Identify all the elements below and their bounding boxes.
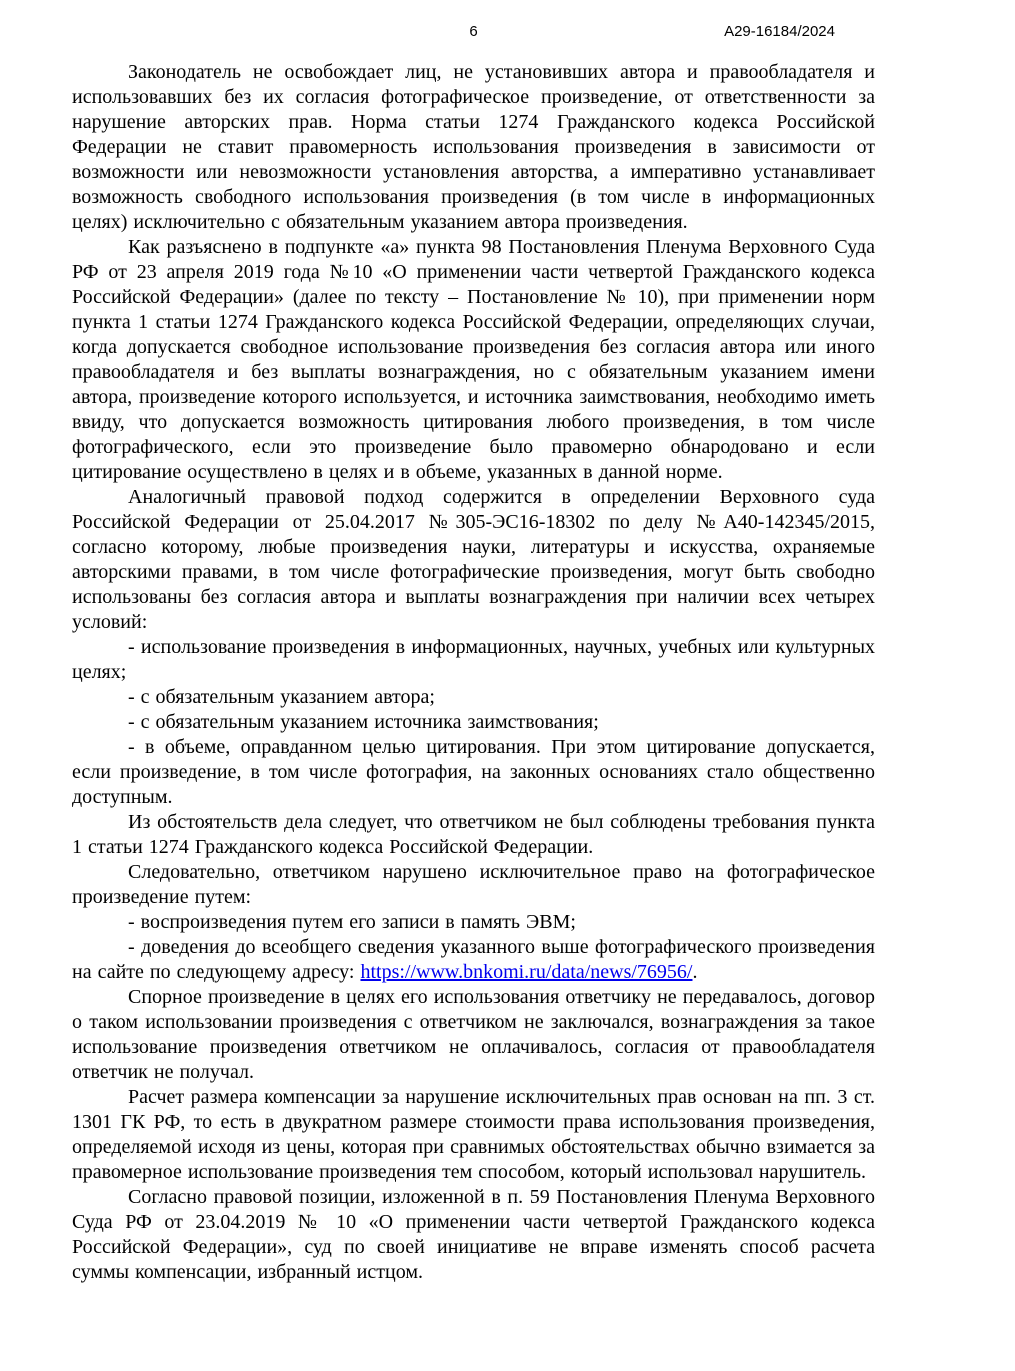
body-paragraph: Аналогичный правовой подход содержится в определении Верховного суда Российской Федерации от 25.04.2017 №305-ЭС16-18302 по делу №А40-142345/2015, согласно которому, любые произведения науки, литературы и искусства, охраняемые авторскими правами, в том числе фотографические произведения, могут быть свободно использованы без согласия автора и выплаты вознаграждения при наличии всех четырех условий: <box>72 486 875 633</box>
case-number: А29-16184/2024 <box>724 23 835 40</box>
body-paragraph: Законодатель не освобождает лиц, не установивших автора и правообладателя и использовавших без их согласия фотографическое произведение, от ответственности за нарушение авторских прав. Норма статьи 1274 Гражданского кодекса Российской Федерации не ставит правомерность использования произведения в зависимости от возможности или невозможности установления авторства, а императивно устанавливает возможность свободного использования произведения (в том числе в информационных целях) исключительно с обязательным указанием автора произведения. <box>72 61 875 233</box>
body-paragraph: Спорное произведение в целях его использования ответчику не передавалось, договор о таком использовании произведения с ответчиком не заключался, вознаграждения за такое использование произведения ответчиком не оплачивалось, согласия от правообладателя ответчик не получал. <box>72 986 875 1083</box>
body-paragraph: Расчет размера компенсации за нарушение исключительных прав основан на пп. 3 ст. 1301 ГК РФ, то есть в двукратном размере стоимости права использования произведения, определяемой исходя из цены, которая при сравнимых обстоятельствах обычно взимается за правомерное использование произведения тем способом, который использовал нарушитель. <box>72 1086 875 1183</box>
list-item: - использование произведения в информационных, научных, учебных или культурных целях; <box>72 636 875 683</box>
body-paragraph: Следовательно, ответчиком нарушено исключительное право на фотографическое произведение путем: <box>72 861 875 908</box>
list-item-text: . <box>692 961 698 983</box>
list-item: - с обязательным указанием источника заимствования; <box>128 711 599 733</box>
external-link[interactable]: https://www.bnkomi.ru/data/news/76956/ <box>360 961 693 983</box>
list-item: - воспроизведения путем его записи в память ЭВМ; <box>128 911 576 933</box>
body-paragraph: Из обстоятельств дела следует, что ответчиком не был соблюдены требования пункта 1 статьи 1274 Гражданского кодекса Российской Федерации. <box>72 811 875 858</box>
document-body <box>72 60 875 1285</box>
body-paragraph: Согласно правовой позиции, изложенной в п. 59 Постановления Пленума Верховного Суда РФ от 23.04.2019 № 10 «О применении части четвертой Гражданского кодекса Российской Федерации», суд по своей инициативе не вправе изменять способ расчета суммы компенсации, избранный истцом. <box>72 1186 875 1283</box>
page-number: 6 <box>469 23 478 40</box>
list-item: - в объеме, оправданном целью цитирования. При этом цитирование допускается, если произведение, в том числе фотография, на законных основаниях стало общественно доступным. <box>72 736 875 808</box>
page-header <box>0 23 1015 43</box>
list-item-text: - доведения до всеобщего сведения указанного выше фотографического произведения на сайте по следующему адресу: <box>72 936 875 983</box>
list-item-with-link <box>72 935 875 985</box>
body-paragraph: Как разъяснено в подпункте «а» пункта 98 Постановления Пленума Верховного Суда РФ от 23 апреля 2019 года №10 «О применении части четвертой Гражданского кодекса Российской Федерации» (далее по тексту – Постановление № 10), при применении норм пункта 1 статьи 1274 Гражданского кодекса Российской Федерации, определяющих случаи, когда допускается свободное использование произведения без согласия автора или иного правообладателя и без выплаты вознаграждения, но с обязательным указанием имени автора, произведение которого используется, и источника заимствования, необходимо иметь ввиду, что допускается возможность цитирования любого произведения, в том числе фотографического, если это произведение было правомерно обнародовано и если цитирование осуществлено в целях и в объеме, указанных в данной норме. <box>72 236 875 483</box>
list-item: - с обязательным указанием автора; <box>128 686 435 708</box>
